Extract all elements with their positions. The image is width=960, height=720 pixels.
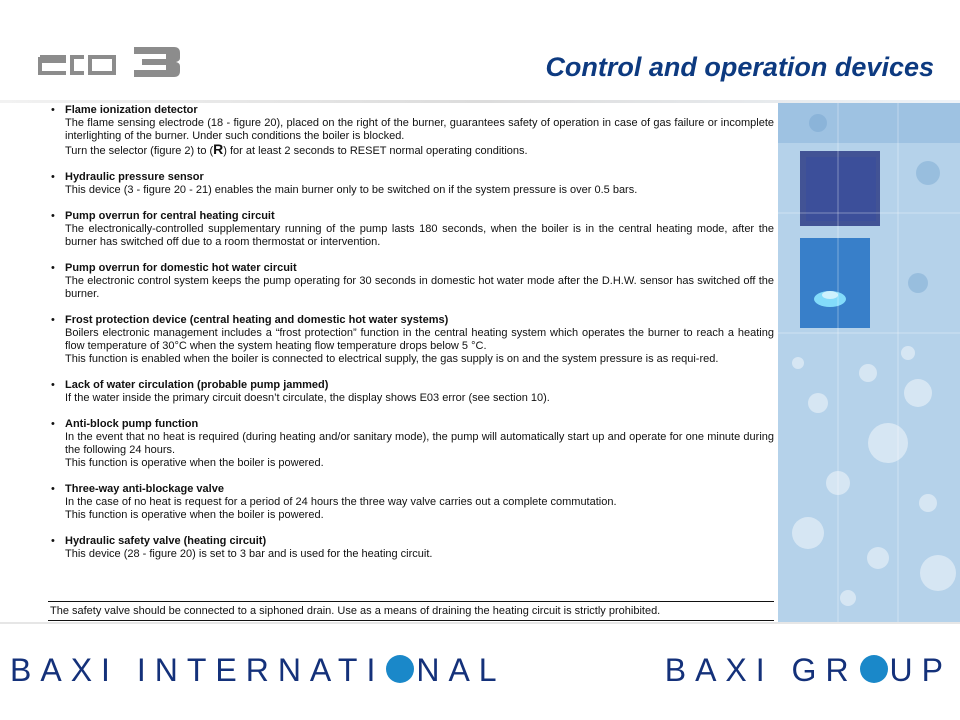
item-text: This device (3 - figure 20 - 21) enables the main burner only to be switched on if the system pressure is over 0.5 bars. [65,184,638,196]
logo-text-part: BAXI INTERNATI [10,652,385,688]
page-title: Control and operation devices [545,52,934,82]
logo-text-part: NAL [416,652,506,688]
item-text: This device (28 - figure 20) is set to 3 bar and is used for the heating circuit. [65,548,433,560]
bullet: • [51,171,55,183]
item-title: Pump overrun for domestic hot water circuit [65,262,297,274]
bullet: • [51,104,55,116]
item-text: This function is enabled when the boiler is connected to electrical supply, the gas supply is on and the system pressure is as requi-red. [65,353,719,365]
item-title: Frost protection device (central heating and domestic hot water systems) [65,314,449,326]
item-text: This function is operative when the boiler is powered. [65,457,324,469]
reset-text-before: Turn the selector (figure 2) to ( [65,145,214,157]
bullet: • [51,314,55,326]
item-title: Three-way anti-blockage valve [65,483,224,495]
logo-text-part: BAXI GR [664,652,858,688]
bullet: • [51,418,55,430]
reset-position-symbol: R [213,141,224,157]
item-text: The electronically-controlled supplementary running of the pump lasts 180 seconds, when the boiler is in the central heating mode, after the burner has switched off due to a room thermostat or intervention. [65,223,774,248]
bullet: • [51,210,55,222]
item-text: In the case of no heat is request for a period of 24 hours the three way valve carries out a complete commutation. [65,496,617,508]
footer-divider [0,622,960,624]
item-text: This function is operative when the boiler is powered. [65,509,324,521]
item-text: The flame sensing electrode (18 - figure 20), placed on the right of the burner, guarantees safety of operation in case of gas failure or incomplete interlighting of the burner. Under such conditions the boiler is blocked. [65,117,774,142]
list-item [48,314,774,366]
logo-dot-icon [386,655,414,683]
item-title: Lack of water circulation (probable pump jammed) [65,379,329,391]
bullet: • [51,483,55,495]
item-text: The electronic control system keeps the pump operating for 30 seconds in domestic hot water mode after the D.H.W. sensor has switched off the burner. [65,275,774,300]
list-item [48,262,774,301]
baxi-group-logo [665,652,952,689]
list-item [48,210,774,249]
item-title: Pump overrun for central heating circuit [65,210,275,222]
item-title: Anti-block pump function [65,418,199,430]
list-item [48,535,774,561]
list-item [48,379,774,405]
decorative-water-image [778,103,960,623]
reset-instruction [65,143,774,158]
eco3-logo [38,44,183,78]
bullet: • [51,262,55,274]
item-title: Flame ionization detector [65,104,198,116]
baxi-international-logo [10,652,506,689]
reset-text-after: ) for at least 2 seconds to RESET normal operating conditions. [223,145,528,157]
item-text: In the event that no heat is required (during heating and/or sanitary mode), the pump will automatically start up and operate for one minute during the following 24 hours. [65,431,774,456]
logo-text-part: UP [889,652,952,688]
list-item [48,171,774,197]
bullet: • [51,535,55,547]
item-title: Hydraulic pressure sensor [65,171,204,183]
list-item [48,418,774,470]
item-title: Hydraulic safety valve (heating circuit) [65,535,267,547]
logo-dot-icon [860,655,888,683]
list-item [48,104,774,158]
content-list [48,104,774,574]
safety-note: The safety valve should be connected to a siphoned drain. Use as a means of draining the heating circuit is strictly prohibited. [48,601,774,621]
item-text: Boilers electronic management includes a “frost protection” function in the central heating system which operates the burner to reach a heating flow temperature of 30°C when the system heating flow temperature drops below 5 °C. [65,327,774,352]
list-item [48,483,774,522]
item-text: If the water inside the primary circuit doesn’t circulate, the display shows E03 error (see section 10). [65,392,550,404]
bullet: • [51,379,55,391]
